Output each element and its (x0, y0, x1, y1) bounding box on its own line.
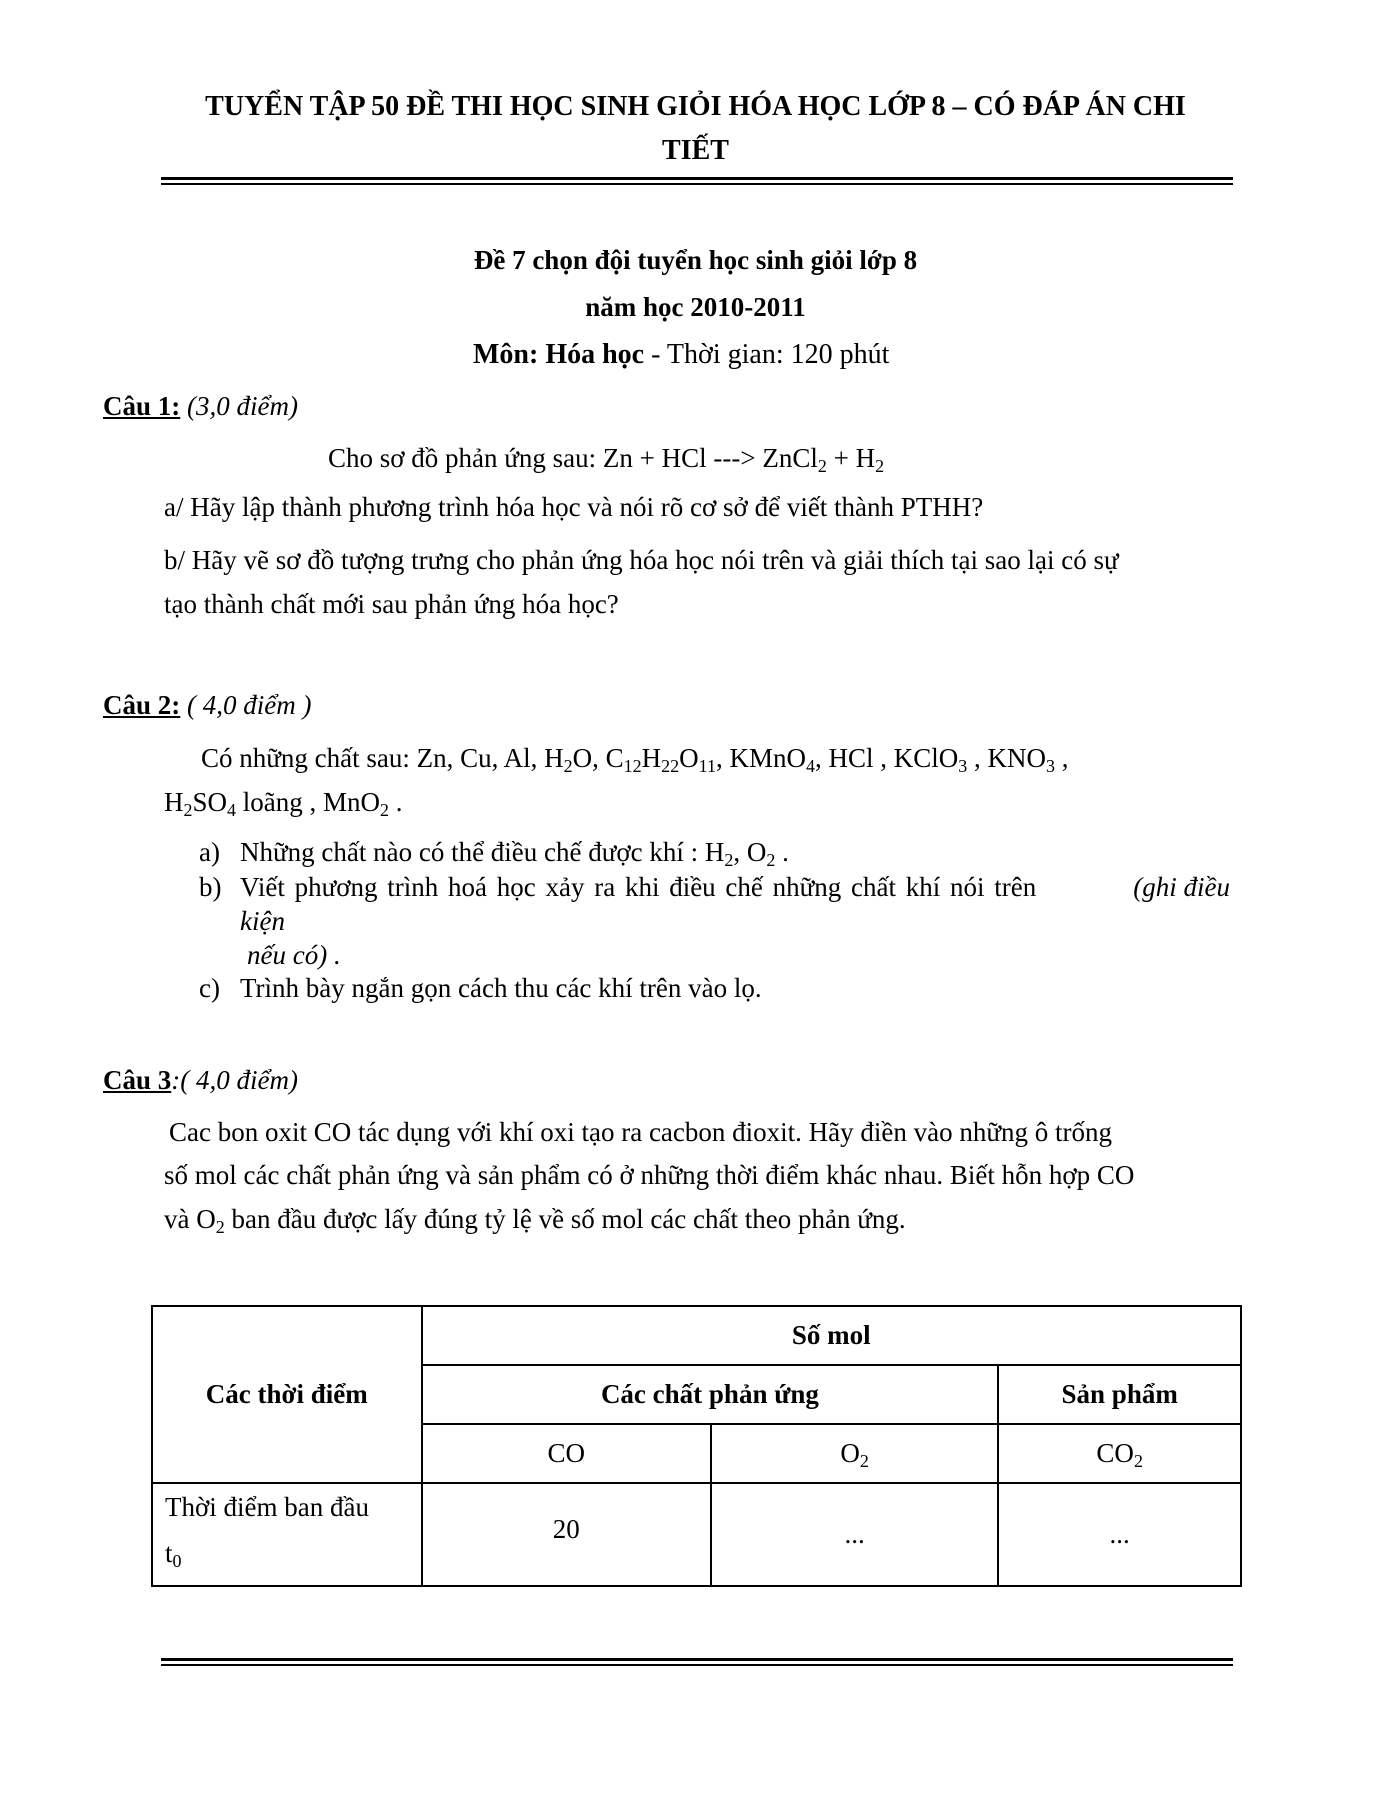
text-segment: Có những chất sau: Zn, Cu, Al, H (201, 743, 564, 773)
text-segment: H (641, 743, 662, 773)
text-segment: , O (733, 837, 767, 867)
text-segment: , (1055, 743, 1069, 773)
exam-year: năm học 2010-2011 (585, 292, 806, 322)
header-double-rule (161, 177, 1233, 185)
text-segment: . (389, 787, 403, 817)
subscript: 12 (623, 756, 642, 776)
header-so-mol: Số mol (422, 1306, 1241, 1365)
text-segment: ban đầu được lấy đúng tỷ lệ về số mol các chất theo phản ứng. (224, 1204, 906, 1234)
subscript: 2 (215, 1217, 225, 1237)
question-1-label: Câu 1: (103, 391, 181, 421)
header-co: CO (422, 1424, 711, 1483)
header-co2 (998, 1424, 1241, 1483)
row-label-text: Thời điểm ban đầu (165, 1492, 369, 1522)
q2-part-b (240, 871, 1230, 903)
q1-part-b-line2: tạo thành chất mới sau phản ứng hóa học? (164, 589, 619, 619)
text-segment: t (165, 1538, 173, 1568)
subscript: 11 (698, 756, 716, 776)
q1-part-b-line1: b/ Hãy vẽ sơ đồ tượng trưng cho phản ứng hóa học nói trên và giải thích tại sao lại có sự (164, 545, 1119, 575)
text-segment: Những chất nào có thể điều chế được khí : H (240, 837, 725, 867)
document-title-line1: TUYỂN TẬP 50 ĐỀ THI HỌC SINH GIỎI HÓA HỌC LỚP 8 – CÓ ĐÁP ÁN CHI (205, 91, 1186, 122)
subscript: 2 (1133, 1451, 1143, 1471)
q3-line1: Cac bon oxit CO tác dụng với khí oxi tạo ra cacbon đioxit. Hãy điền vào những ô trống (169, 1117, 1112, 1147)
q2-part-b-italic3: nếu có) . (247, 940, 341, 970)
subscript: 4 (806, 756, 815, 776)
row-label (152, 1483, 422, 1586)
q2-part-c: Trình bày ngắn gọn cách thu các khí trên vào lọ. (240, 973, 762, 1003)
text-segment: CO (1096, 1438, 1134, 1468)
subscript: 3 (1046, 756, 1056, 776)
q2-intro-line1 (201, 742, 1069, 774)
q2-part-a-marker: a) (199, 837, 220, 867)
q2-part-a (240, 836, 789, 868)
mol-table (151, 1305, 1242, 1587)
question-2-heading (103, 689, 311, 721)
text-segment: O, C (572, 743, 624, 773)
cell-o2: ... (711, 1483, 998, 1586)
subscript: 2 (875, 456, 885, 476)
q3-line3 (164, 1203, 906, 1235)
exam-name: Đề 7 chọn đội tuyển học sinh giỏi lớp 8 (473, 245, 918, 275)
subscript: 4 (227, 800, 237, 820)
footer-double-rule (161, 1658, 1233, 1666)
q2-part-b-text: Viết phương trình hoá học xảy ra khi điều chế những chất khí nói trên (240, 872, 1037, 902)
header-o2 (711, 1424, 998, 1483)
header-time-points: Các thời điểm (152, 1306, 422, 1483)
subscript: 2 (859, 1451, 869, 1471)
question-1-points: (3,0 điểm) (180, 391, 298, 421)
text-segment: SO (192, 787, 228, 817)
text-segment: . (775, 837, 789, 867)
subscript: 2 (766, 850, 776, 870)
q1-part-a: a/ Hãy lập thành phương trình hóa học và nói rõ cơ sở để viết thành PTHH? (164, 492, 984, 522)
text-segment: + H (826, 443, 876, 473)
text-segment: Cho sơ đồ phản ứng sau: Zn + HCl ---> ZnCl (328, 443, 818, 473)
question-3-label: Câu 3 (103, 1065, 172, 1095)
exam-subject-line (473, 339, 889, 371)
q2-part-b-italic1: (ghi điều (1133, 872, 1230, 902)
subject-label: Môn: Hóa học (473, 339, 645, 370)
text-segment: H (164, 787, 184, 817)
document-title-line2: TIẾT (662, 135, 729, 166)
question-3-points: :( 4,0 điểm) (171, 1065, 298, 1095)
question-2-label: Câu 2: (103, 690, 181, 720)
table-row (152, 1483, 1241, 1586)
text-segment: , HCl , KClO (815, 743, 959, 773)
q2-intro-line2 (164, 786, 403, 818)
cell-co2: ... (998, 1483, 1241, 1586)
q1-scheme (328, 442, 884, 474)
q2-part-b-marker: b) (199, 872, 222, 902)
question-3-heading (103, 1064, 298, 1096)
header-reactants: Các chất phản ứng (422, 1365, 999, 1424)
subscript: 2 (563, 756, 573, 776)
q2-part-c-marker: c) (199, 973, 220, 1003)
text-segment: và O (164, 1204, 216, 1234)
subscript: 22 (661, 756, 680, 776)
text-segment: loãng , MnO (236, 787, 381, 817)
text-segment: O (679, 743, 699, 773)
text-segment: , KNO (967, 743, 1047, 773)
row-label-t0 (165, 1530, 421, 1576)
cell-co: 20 (422, 1483, 711, 1586)
q3-line2: số mol các chất phản ứng và sản phẩm có ở những thời điểm khác nhau. Biết hỗn hợp CO (164, 1160, 1135, 1190)
subscript: 2 (817, 456, 827, 476)
subscript: 3 (958, 756, 968, 776)
header-products: Sản phẩm (998, 1365, 1241, 1424)
subscript: 2 (380, 800, 390, 820)
question-2-points: ( 4,0 điểm ) (180, 690, 312, 720)
text-segment: O (840, 1438, 860, 1468)
q2-part-b-italic2: kiện (240, 906, 285, 936)
subscript: 2 (724, 850, 734, 870)
subscript: 2 (183, 800, 193, 820)
subscript: 0 (172, 1551, 182, 1571)
exam-time: - Thời gian: 120 phút (644, 339, 890, 370)
text-segment: , KMnO (715, 743, 806, 773)
question-1-heading (103, 390, 298, 422)
